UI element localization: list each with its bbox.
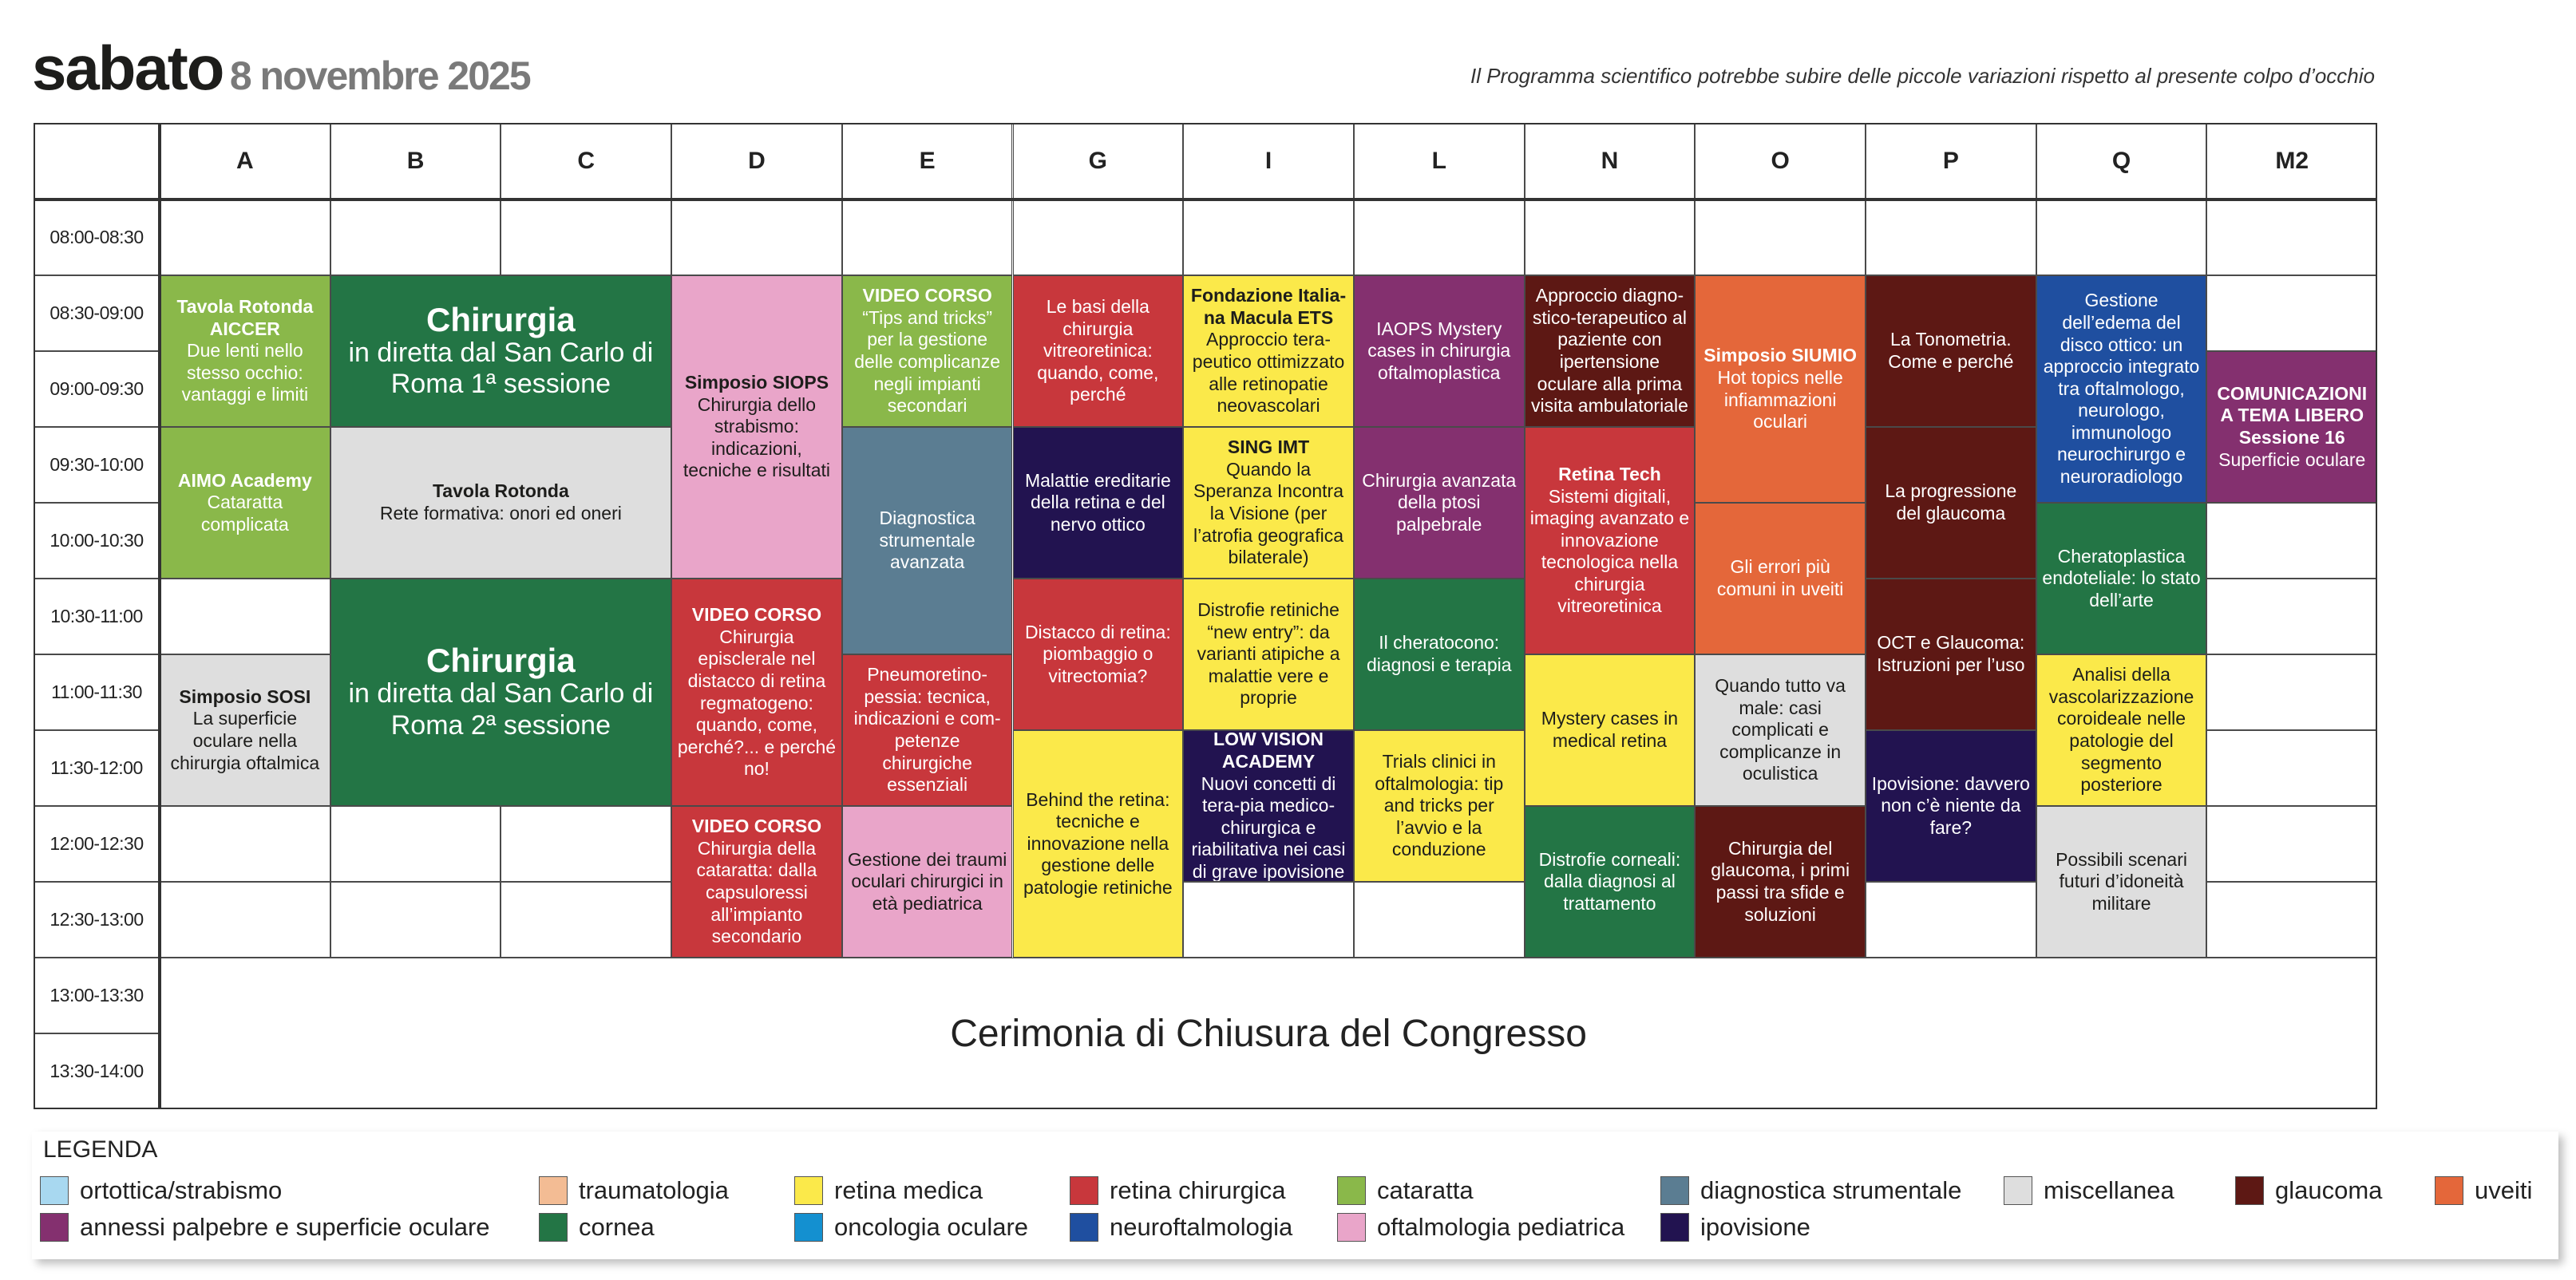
header-separator: [34, 198, 2377, 201]
session-description: Chirurgia avanzata della ptosi palpebrale: [1362, 469, 1517, 535]
session-title: VIDEO CORSO: [691, 816, 822, 837]
legend-swatch: [1337, 1213, 1366, 1242]
session-title: Tavola Rotonda AICCER: [176, 296, 314, 339]
legend-item: [794, 1213, 1028, 1242]
session-block[interactable]: [160, 654, 330, 806]
time-label: 08:30-09:00: [34, 275, 160, 351]
session-description: Le basi della chirurgia vitreoretinica: quando, come, perché: [1037, 296, 1159, 405]
legend-label: glaucoma: [2275, 1176, 2383, 1204]
session-description: Pneumoretino-pessia: tecnica, indicazioni e com-petenze chirurgiche essenziali: [853, 664, 1001, 796]
session-block[interactable]: [1525, 806, 1696, 958]
time-label: 12:00-12:30: [34, 806, 160, 882]
legend-swatch: [1070, 1176, 1098, 1205]
empty-cell: [2206, 730, 2377, 806]
session-block[interactable]: [2036, 654, 2207, 806]
session-block[interactable]: [671, 806, 842, 958]
legend-label: annessi palpebre e superficie oculare: [80, 1213, 490, 1241]
session-block[interactable]: [1695, 654, 1866, 806]
empty-cell: [330, 806, 501, 882]
legend-label: ortottica/strabismo: [80, 1176, 283, 1204]
session-block[interactable]: [330, 275, 671, 427]
session-block[interactable]: [1354, 730, 1525, 882]
time-label: 08:00-08:30: [34, 200, 160, 275]
legend-item: [2235, 1176, 2382, 1205]
time-label: 11:30-12:00: [34, 730, 160, 806]
session-description: IAOPS Mystery cases in chirurgia oftalmoplastica: [1367, 318, 1511, 383]
session-block[interactable]: [1013, 427, 1184, 579]
session-block[interactable]: [842, 654, 1013, 806]
column-header: N: [1525, 123, 1696, 200]
session-description: Quando la Speranza Incontra la Visione (per l’atrofia geografica bilaterale): [1193, 458, 1343, 568]
session-block[interactable]: [330, 579, 671, 806]
session-block[interactable]: [1013, 579, 1184, 730]
column-header: E: [842, 123, 1013, 200]
session-block[interactable]: [1183, 275, 1354, 427]
session-block[interactable]: [1013, 730, 1184, 958]
column-header: G: [1013, 123, 1184, 200]
legend-swatch: [2004, 1176, 2032, 1205]
session-title: VIDEO CORSO: [862, 285, 992, 306]
session-block[interactable]: [1525, 427, 1696, 654]
session-description: Malattie ereditarie della retina e del nervo ottico: [1024, 469, 1171, 535]
legend-swatch: [40, 1176, 69, 1205]
column-header: I: [1183, 123, 1354, 200]
legend-swatch: [794, 1176, 823, 1205]
empty-cell: [2206, 503, 2377, 579]
column-header: Q: [2036, 123, 2207, 200]
session-block[interactable]: [160, 275, 330, 427]
session-description: Chirurgia del glaucoma, i primi passi tra sfide e soluzioni: [1711, 837, 1850, 925]
session-title: Fondazione Italia-na Macula ETS: [1190, 285, 1347, 328]
session-description: La superficie oculare nella chirurgia oftalmica: [170, 708, 320, 773]
session-description: Diagnostica strumentale avanzata: [879, 508, 975, 573]
session-description: Distacco di retina: piombaggio o vitrectomia?: [1024, 621, 1171, 686]
session-description: Superficie oculare: [2218, 448, 2366, 470]
session-block[interactable]: [1183, 427, 1354, 579]
legend-swatch: [1660, 1213, 1689, 1242]
session-block[interactable]: [1695, 275, 1866, 503]
legend-item: [539, 1213, 655, 1242]
empty-cell: [330, 882, 501, 958]
session-block[interactable]: [1866, 730, 2036, 882]
session-block[interactable]: [1525, 654, 1696, 806]
session-block[interactable]: [2036, 275, 2207, 503]
empty-cell: [2206, 654, 2377, 730]
time-label: 13:00-13:30: [34, 958, 160, 1033]
session-block[interactable]: [842, 806, 1013, 958]
empty-cell: [1866, 882, 2036, 958]
session-block[interactable]: [671, 275, 842, 579]
session-block[interactable]: [160, 427, 330, 579]
empty-cell: [2206, 275, 2377, 351]
session-block[interactable]: [1695, 503, 1866, 654]
empty-cell: [671, 200, 842, 275]
session-description: Mystery cases in medical retina: [1541, 708, 1679, 751]
session-description: Approccio diagno-stico-terapeutico al paziente con ipertensione oculare alla prima visita ambulatoriale: [1531, 285, 1688, 417]
empty-cell: [1183, 200, 1354, 275]
time-label: 11:00-11:30: [34, 654, 160, 730]
time-label: 13:30-14:00: [34, 1033, 160, 1109]
session-description: Nuovi concetti di tera-pia medico-chirurgica e riabilitativa nei casi di grave ipovisione: [1191, 772, 1346, 882]
session-description: in diretta dal San Carlo di Roma 1ª sessione: [348, 337, 654, 400]
empty-cell: [1354, 200, 1525, 275]
legend-item: [1660, 1176, 1961, 1205]
legend-item: [1070, 1176, 1286, 1205]
legend-swatch: [2435, 1176, 2463, 1205]
time-label: 09:30-10:00: [34, 427, 160, 503]
session-description: Distrofie retiniche “new entry”: da varianti atipiche a malattie vere e proprie: [1197, 599, 1340, 709]
session-description: Trials clinici in oftalmologia: tip and tricks per l’avvio e la conduzione: [1375, 751, 1504, 860]
empty-cell: [842, 200, 1013, 275]
session-description: Chirurgia dello strabismo: indicazioni, tecniche e risultati: [683, 393, 830, 481]
day-label: sabato: [32, 33, 224, 103]
legend-swatch: [539, 1213, 568, 1242]
session-title: Chirurgia: [426, 642, 576, 680]
session-description: Gestione dei traumi oculari chirurgici in età pediatrica: [847, 848, 1007, 914]
empty-cell: [1525, 200, 1696, 275]
legend-swatch: [539, 1176, 568, 1205]
session-block[interactable]: [1183, 579, 1354, 730]
session-block[interactable]: [671, 579, 842, 806]
empty-cell: [2206, 806, 2377, 882]
empty-cell: [160, 579, 330, 654]
empty-cell: [2206, 579, 2377, 654]
legend-item: [794, 1176, 983, 1205]
legend-label: oftalmologia pediatrica: [1377, 1213, 1625, 1241]
session-block[interactable]: [330, 427, 671, 579]
session-block[interactable]: [1354, 275, 1525, 427]
legend-item: [1070, 1213, 1292, 1242]
session-block[interactable]: [2036, 806, 2207, 958]
legend: [32, 1132, 2558, 1259]
session-block[interactable]: [1354, 579, 1525, 730]
session-title: Simposio SOSI: [179, 685, 311, 707]
session-description: La Tonometria. Come e perché: [1888, 329, 2014, 372]
legend-item: [40, 1176, 282, 1205]
legend-item: [40, 1213, 490, 1242]
empty-cell: [160, 806, 330, 882]
empty-cell: [1695, 200, 1866, 275]
empty-cell: [501, 882, 671, 958]
session-title: Retina Tech: [1558, 463, 1661, 484]
column-header: D: [671, 123, 842, 200]
empty-cell: [2206, 200, 2377, 275]
column-header: A: [160, 123, 330, 200]
column-header: P: [1866, 123, 2036, 200]
session-block[interactable]: [2206, 351, 2377, 503]
session-block[interactable]: [842, 427, 1013, 654]
session-title: COMUNICAZIONI A TEMA LIBERO Sessione 16: [2217, 382, 2368, 448]
closing-ceremony: Cerimonia di Chiusura del Congresso: [160, 958, 2377, 1109]
session-title: SING IMT: [1227, 437, 1310, 458]
session-description: OCT e Glaucoma: Istruzioni per l’uso: [1877, 632, 2025, 675]
session-block[interactable]: [1354, 427, 1525, 579]
empty-cell: [1354, 882, 1525, 958]
session-description: Possibili scenari futuri d’idoneità militare: [2056, 848, 2187, 914]
disclaimer-note: Il Programma scientifico potrebbe subire delle piccole variazioni rispetto al presente colpo d’occhio: [1470, 64, 2375, 88]
session-description: Rete formativa: onori ed oneri: [379, 503, 622, 523]
session-description: Quando tutto va male: casi complicati e complicanze in oculistica: [1715, 675, 1846, 784]
session-block[interactable]: [1013, 275, 1184, 427]
column-header: C: [501, 123, 671, 200]
time-label: 10:00-10:30: [34, 503, 160, 579]
legend-item: [1337, 1176, 1474, 1205]
legend-item: [2004, 1176, 2174, 1205]
legend-swatch: [2235, 1176, 2264, 1205]
date-label: 8 novembre 2025: [229, 53, 530, 98]
empty-cell: [1866, 200, 2036, 275]
legend-label: ipovisione: [1700, 1213, 1810, 1241]
legend-item: [1337, 1213, 1624, 1242]
session-description: Cheratoplastica endoteliale: lo stato dell’arte: [2042, 545, 2201, 610]
session-description: Chirurgia della cataratta: dalla capsuloressi all’impianto secondario: [696, 837, 817, 947]
session-description: Gestione dell’edema del disco ottico: un approccio integrato tra oftalmologo, neurologo, immunologo neurochirurgo e neuroradiologo: [2043, 290, 2200, 488]
session-description: Sistemi digitali, imaging avanzato e innovazione tecnologica nella chirurgia vitreoretinica: [1529, 485, 1690, 617]
legend-item: [539, 1176, 729, 1205]
legend-label: retina chirurgica: [1110, 1176, 1286, 1204]
column-header: B: [330, 123, 501, 200]
legend-label: traumatologia: [579, 1176, 729, 1204]
legend-label: retina medica: [834, 1176, 983, 1204]
empty-cell: [2206, 882, 2377, 958]
empty-cell: [2036, 200, 2207, 275]
session-title: VIDEO CORSO: [691, 604, 822, 626]
legend-label: diagnostica strumentale: [1700, 1176, 1962, 1204]
legend-swatch: [40, 1213, 69, 1242]
session-description: in diretta dal San Carlo di Roma 2ª sessione: [348, 678, 654, 741]
session-description: Il cheratocono: diagnosi e terapia: [1366, 632, 1512, 675]
legend-label: cornea: [579, 1213, 655, 1241]
session-description: Due lenti nello stesso occhio: vantaggi e limiti: [181, 340, 309, 405]
corner-cell: [34, 123, 160, 200]
legend-swatch: [1337, 1176, 1366, 1205]
legend-label: neuroftalmologia: [1110, 1213, 1293, 1241]
legend-label: cataratta: [1377, 1176, 1474, 1204]
session-description: Gli errori più comuni in uveiti: [1716, 556, 1844, 599]
session-description: Hot topics nelle infiammazioni oculari: [1717, 366, 1843, 433]
legend-label: oncologia oculare: [834, 1213, 1029, 1241]
session-block[interactable]: [842, 275, 1013, 427]
session-description: Approccio tera-peutico ottimizzato alle retinopatie neovascolari: [1192, 329, 1345, 417]
session-description: “Tips and tricks” per la gestione delle complicanze negli impianti secondari: [854, 306, 1001, 417]
session-description: Analisi della vascolarizzazione coroideale nelle patologie del segmento posteriore: [2048, 664, 2194, 796]
session-description: Ipovisione: davvero non c’è niente da fare?: [1871, 772, 2030, 838]
session-block[interactable]: [1866, 427, 2036, 579]
session-description: Cataratta complicata: [200, 492, 289, 535]
empty-cell: [1013, 200, 1184, 275]
session-block[interactable]: [1866, 579, 2036, 730]
session-block[interactable]: [2036, 503, 2207, 654]
time-label: 09:00-09:30: [34, 351, 160, 427]
legend-label: miscellanea: [2044, 1176, 2174, 1204]
legend-swatch: [1070, 1213, 1098, 1242]
session-title: Chirurgia: [426, 300, 576, 338]
empty-cell: [160, 200, 330, 275]
column-header: M2: [2206, 123, 2377, 200]
legend-item: [1660, 1213, 1810, 1242]
session-description: Distrofie corneali: dalla diagnosi al trattamento: [1538, 848, 1681, 914]
session-block[interactable]: [1183, 730, 1354, 882]
empty-cell: [160, 882, 330, 958]
session-title: AIMO Academy: [177, 469, 312, 491]
session-block[interactable]: [1866, 275, 2036, 427]
session-title: Tavola Rotonda: [432, 480, 569, 502]
empty-cell: [501, 200, 671, 275]
session-title: Simposio SIOPS: [684, 372, 829, 393]
legend-swatch: [794, 1213, 823, 1242]
session-block[interactable]: [1695, 806, 1866, 958]
session-description: Chirurgia episclerale nel distacco di retina regmatogeno: quando, come, perché?... e perché no!: [677, 626, 837, 780]
legend-label: uveiti: [2475, 1176, 2533, 1204]
session-title: LOW VISION ACADEMY: [1213, 730, 1324, 772]
legend-item: [2435, 1176, 2532, 1205]
column-header: O: [1695, 123, 1866, 200]
legend-swatch: [1660, 1176, 1689, 1205]
empty-cell: [330, 200, 501, 275]
session-block[interactable]: [1525, 275, 1696, 427]
time-separator: [158, 123, 161, 1109]
time-label: 12:30-13:00: [34, 882, 160, 958]
empty-cell: [1183, 882, 1354, 958]
time-label: 10:30-11:00: [34, 579, 160, 654]
legend-title: LEGENDA: [43, 1136, 158, 1163]
column-header: L: [1354, 123, 1525, 200]
empty-cell: [501, 806, 671, 882]
session-description: Behind the retina: tecniche e innovazione nella gestione delle patologie retiniche: [1023, 788, 1173, 898]
session-description: La progressione del glaucoma: [1885, 480, 2017, 523]
session-title: Simposio SIUMIO: [1703, 345, 1857, 366]
